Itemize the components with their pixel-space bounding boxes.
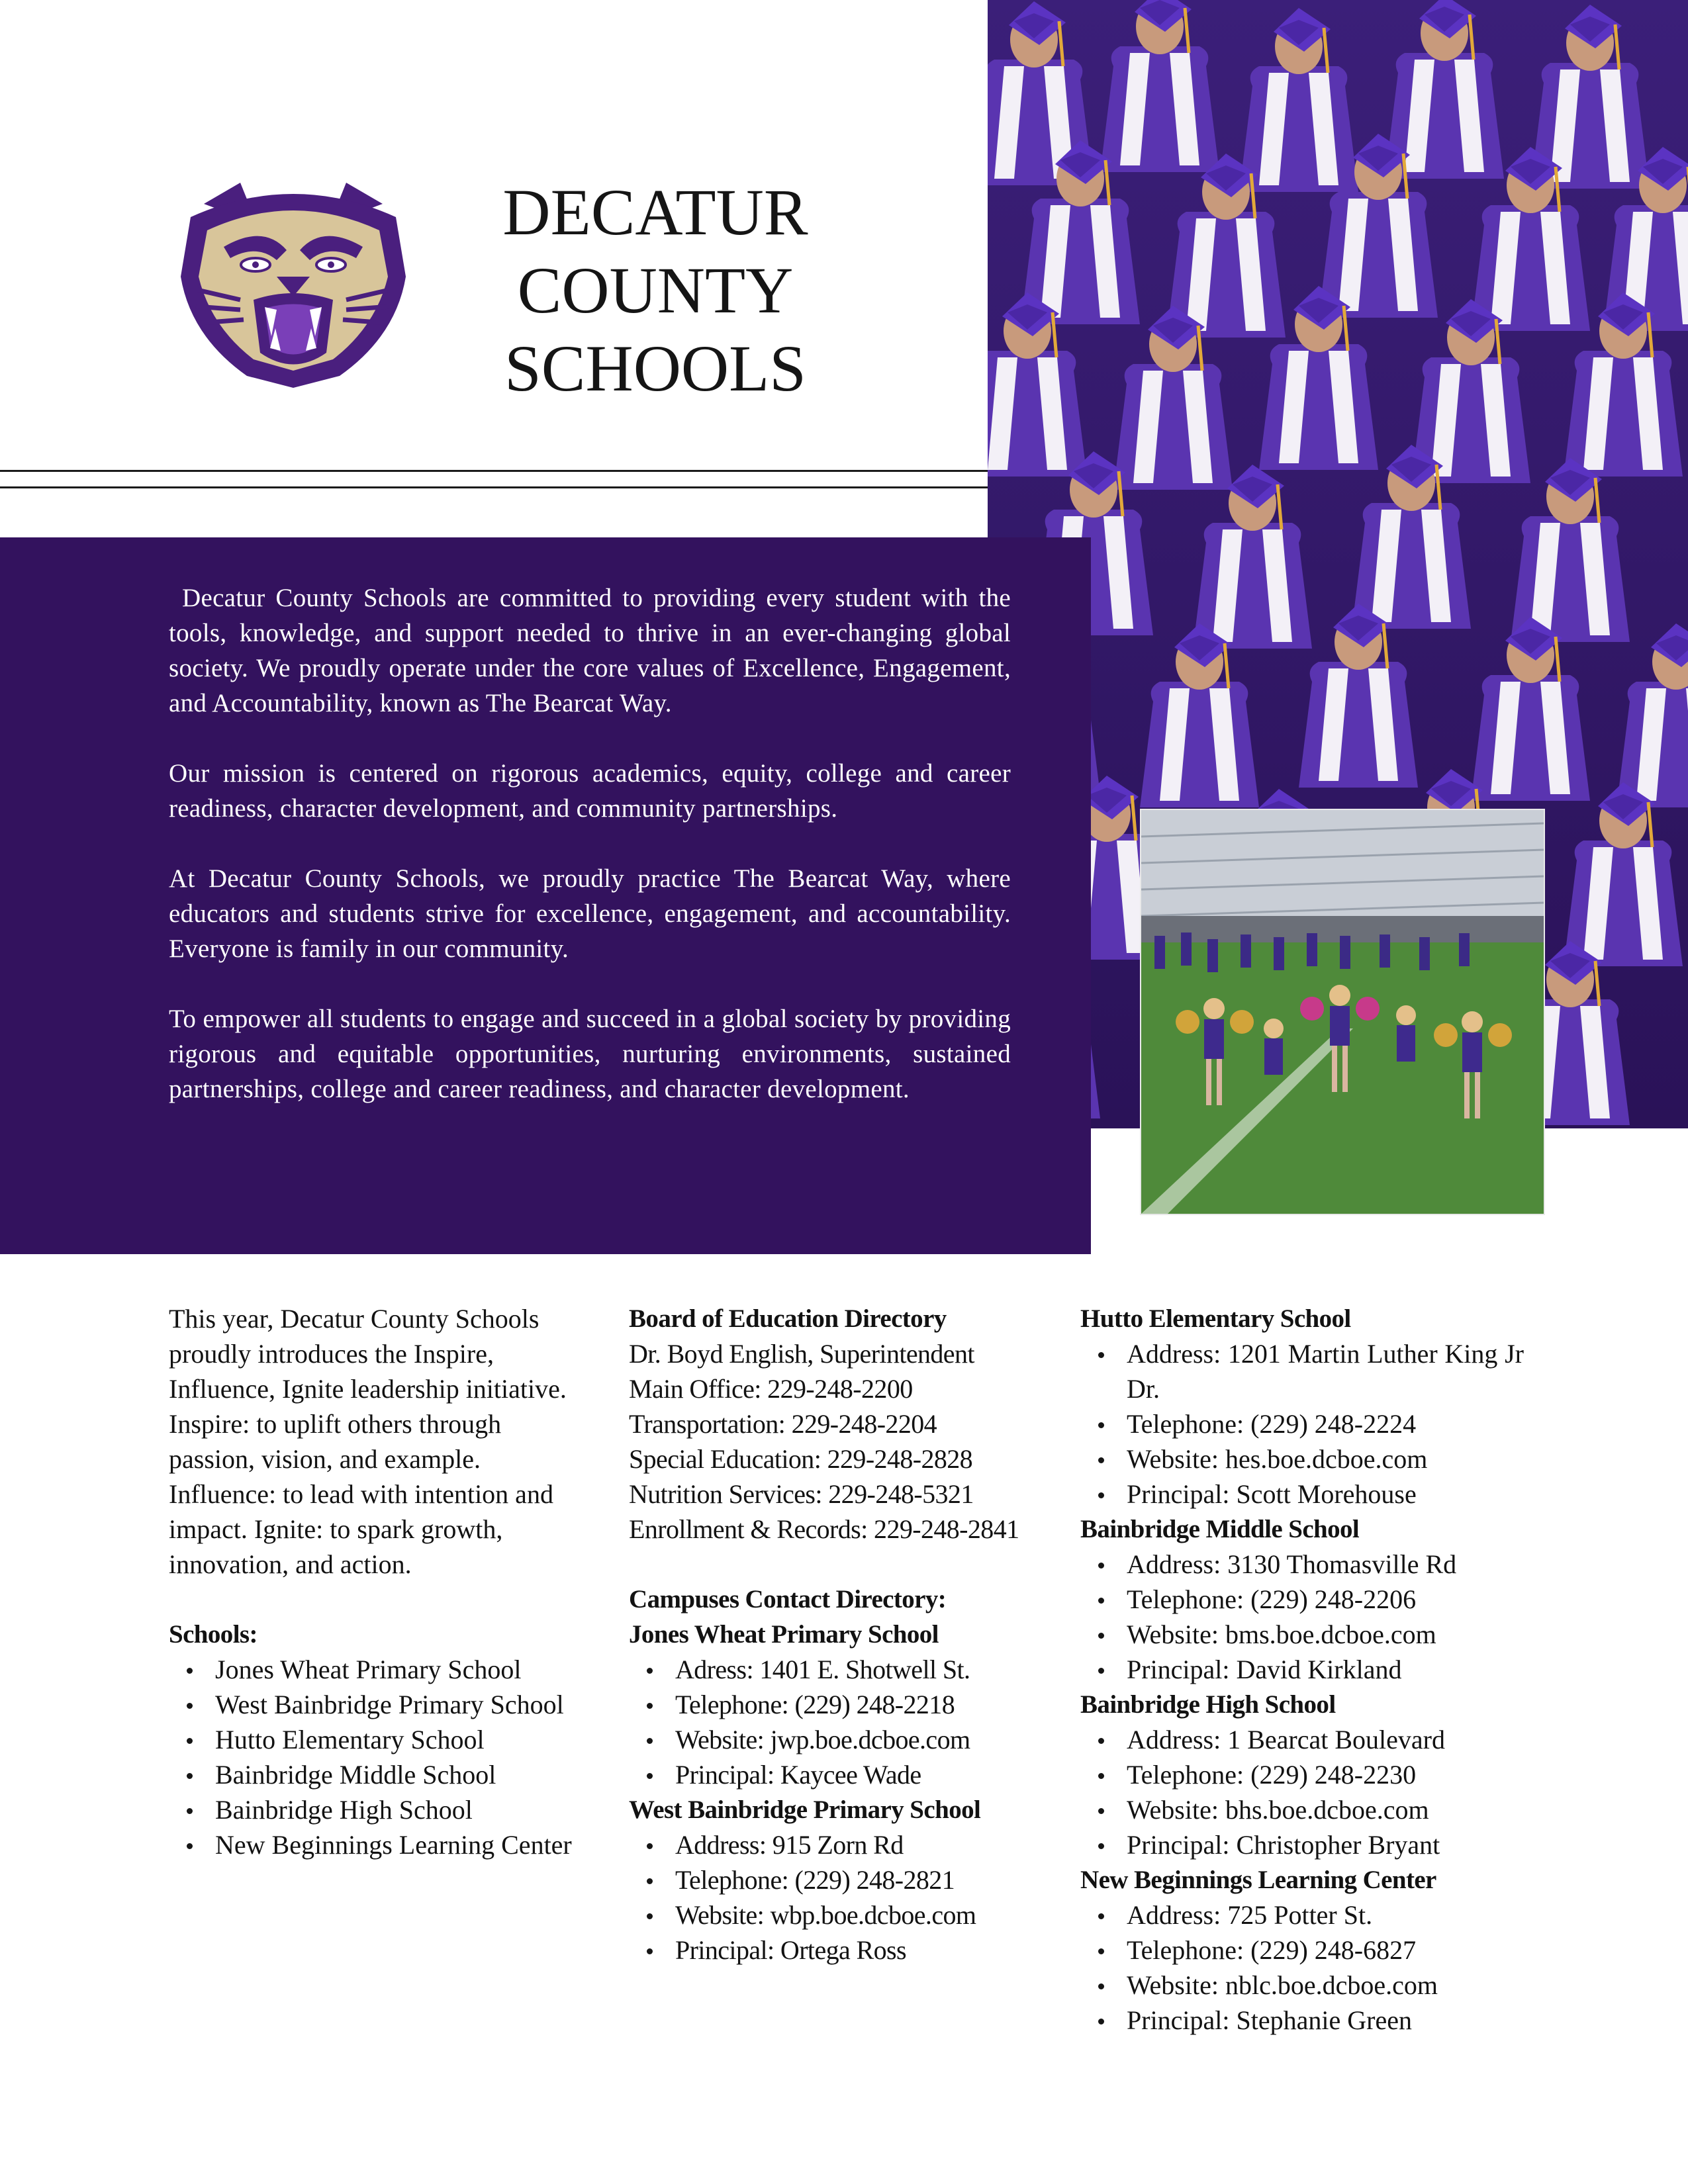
list-item: Bainbridge High School [169, 1792, 592, 1827]
list-item: Principal: David Kirkland [1080, 1652, 1524, 1687]
list-item: Hutto Elementary School [169, 1722, 592, 1757]
campuses-heading: Campuses Contact Directory: [629, 1585, 947, 1614]
campus-details [1080, 1897, 1524, 2038]
title-line: SCHOOLS [504, 332, 806, 405]
list-item: West Bainbridge Primary School [169, 1687, 592, 1722]
directory-line: Nutrition Services: 229-248-5321 [629, 1479, 974, 1509]
title-line: COUNTY [517, 253, 794, 327]
campus-details [1080, 1547, 1524, 1687]
list-item: Telephone: (229) 248-2224 [1080, 1406, 1524, 1441]
list-item: Principal: Stephanie Green [1080, 2003, 1524, 2038]
campus-details [1080, 1336, 1524, 1512]
page-title [450, 173, 861, 408]
schools-list [169, 1652, 592, 1862]
list-item: Address: 3130 Thomasville Rd [1080, 1547, 1524, 1582]
list-item: Bainbridge Middle School [169, 1757, 592, 1792]
divider-rule [0, 486, 988, 488]
directory-line: Dr. Boyd English, Superintendent [629, 1339, 974, 1369]
directory-line: Main Office: 229-248-2200 [629, 1374, 913, 1404]
mission-statement [169, 580, 1011, 1107]
list-item: Website: jwp.boe.dcboe.com [629, 1722, 1066, 1757]
list-item: Website: wbp.boe.dcboe.com [629, 1897, 1066, 1933]
list-item: Address: 1201 Martin Luther King Jr Dr. [1080, 1336, 1524, 1406]
mission-paragraph: To empower all students to engage and succeed in a global society by providing rigorous and equitable opportunities, nurturing environments, sustained partnerships, college and career readiness, and character development. [169, 1005, 1011, 1103]
schools-heading: Schools: [169, 1620, 258, 1649]
bearcat-logo-icon [177, 177, 409, 389]
list-item: Principal: Scott Morehouse [1080, 1477, 1524, 1512]
list-item: Principal: Kaycee Wade [629, 1757, 1066, 1792]
list-item: Telephone: (229) 248-2821 [629, 1862, 1066, 1897]
campus-details [629, 1652, 1066, 1792]
list-item: Jones Wheat Primary School [169, 1652, 592, 1687]
intro-column [169, 1301, 592, 1862]
cheerleaders-photo [1140, 809, 1545, 1215]
list-item: Principal: Christopher Bryant [1080, 1827, 1524, 1862]
list-item: Address: 1 Bearcat Boulevard [1080, 1722, 1524, 1757]
list-item: Address: 915 Zorn Rd [629, 1827, 1066, 1862]
list-item: Telephone: (229) 248-2230 [1080, 1757, 1524, 1792]
mission-paragraph: Our mission is centered on rigorous academics, equity, college and career readiness, character development, and community partnerships. [169, 759, 1011, 823]
list-item: Website: nblc.boe.dcboe.com [1080, 1968, 1524, 2003]
directory-line: Transportation: 229-248-2204 [629, 1409, 937, 1439]
title-line: DECATUR [502, 175, 808, 249]
campus-name: New Beginnings Learning Center [1080, 1866, 1436, 1894]
campus-name: Hutto Elementary School [1080, 1304, 1351, 1333]
leadership-initiative-text: This year, Decatur County Schools proudly introduces the Inspire, Influence, Ignite leadership initiative. Inspire: to uplift others through passion, vision, and example. Influence: to lead with intention and impact. Ignite: to spark growth, innovation, and action. [169, 1304, 567, 1579]
list-item: Telephone: (229) 248-6827 [1080, 1933, 1524, 1968]
campuses-column [1080, 1301, 1524, 2038]
campus-name: Bainbridge High School [1080, 1690, 1336, 1719]
board-directory-heading: Board of Education Directory [629, 1304, 947, 1333]
list-item: Adress: 1401 E. Shotwell St. [629, 1652, 1066, 1687]
list-item: Website: bhs.boe.dcboe.com [1080, 1792, 1524, 1827]
list-item: Address: 725 Potter St. [1080, 1897, 1524, 1933]
divider-rule [0, 470, 988, 472]
list-item: Telephone: (229) 248-2206 [1080, 1582, 1524, 1617]
campus-name: Jones Wheat Primary School [629, 1620, 939, 1649]
board-directory-column [629, 1301, 1066, 1968]
campus-name: West Bainbridge Primary School [629, 1796, 981, 1824]
mission-paragraph: Decatur County Schools are committed to providing every student with the tools, knowledge, and support needed to thrive in an ever-changing global society. We proudly operate under the core values of Excellence, Engagement, and Accountability, known as The Bearcat Way. [169, 584, 1011, 717]
campus-name: Bainbridge Middle School [1080, 1515, 1360, 1543]
mission-paragraph: At Decatur County Schools, we proudly practice The Bearcat Way, where educators and students strive for excellence, engagement, and accountability. Everyone is family in our community. [169, 864, 1011, 963]
directory-line: Enrollment & Records: 229-248-2841 [629, 1514, 1019, 1544]
directory-line: Special Education: 229-248-2828 [629, 1444, 973, 1474]
campus-details [1080, 1722, 1524, 1862]
list-item: New Beginnings Learning Center [169, 1827, 592, 1862]
list-item: Website: bms.boe.dcboe.com [1080, 1617, 1524, 1652]
list-item: Telephone: (229) 248-2218 [629, 1687, 1066, 1722]
list-item: Principal: Ortega Ross [629, 1933, 1066, 1968]
list-item: Website: hes.boe.dcboe.com [1080, 1441, 1524, 1477]
campus-details [629, 1827, 1066, 1968]
